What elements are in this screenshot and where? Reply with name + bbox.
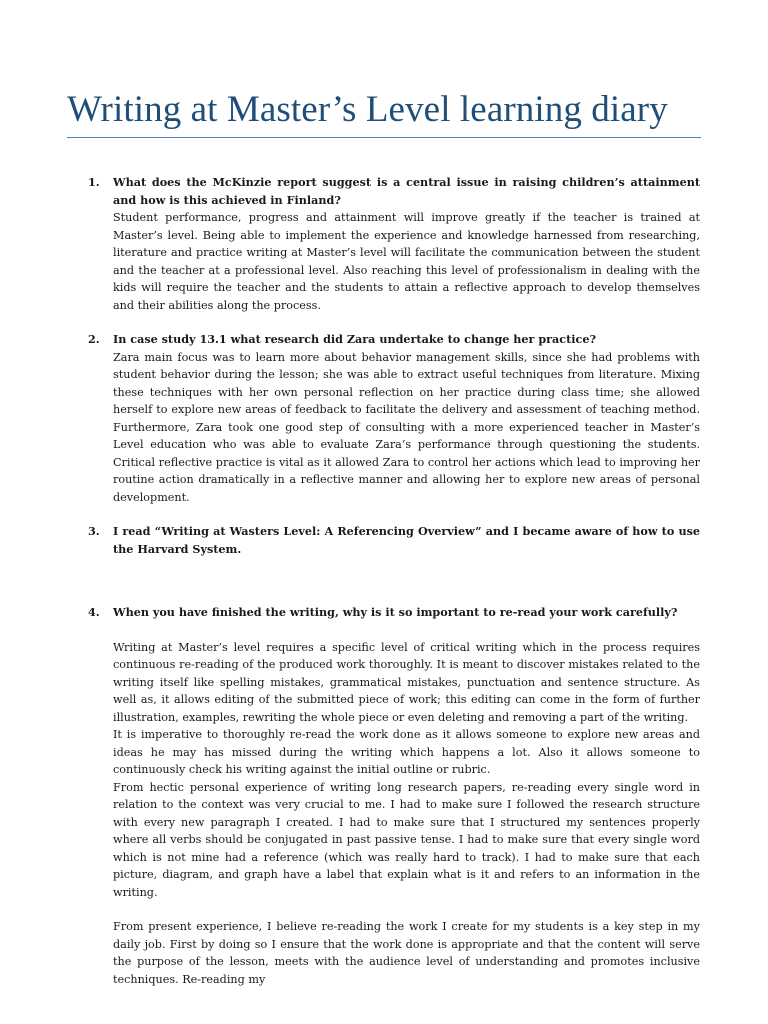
item-answer: Zara main focus was to learn more about behavior management skills, since she had problems with student behavior during the lesson; she was able to extract useful techniques from literature. Mixing these techniques with her own personal reflection on her practice during class time; she allowed herself to explore new areas of feedback to facilitate the delivery and assessment of teaching method. Furthermore, Zara took one good step of consulting with a more experienced teacher in Master’s Level education who was able to evaluate Zara’s performance through questioning the students. Critical reflective practice is vital as it allowed Zara to control her actions which lead to improving her routine action dramatically in a reflective manner and allowing her to explore new areas of personal development. [113, 350, 700, 504]
item-number: 2. [88, 332, 100, 346]
item-question: I read “Writing at Wasters Level: A Referencing Overview” and I became aware of how to use the Harvard System. [113, 524, 700, 556]
item-question: What does the McKinzie report suggest is a central issue in raising children’s attainment and how is this achieved in Finland? [113, 175, 700, 207]
item-paragraph: Writing at Master’s level requires a specific level of critical writing which in the process requires continuous re-reading of the produced work thoroughly. It is meant to discover mistakes related to the writing itself like spelling mistakes, grammatical mistakes, punctuation and sentence structure. As well as, it allows editing of the submitted piece of work; this editing can come in the form of further illustration, examples, rewriting the whole piece or even deleting and removing a part of the writing. [113, 640, 700, 724]
item-paragraph: From present experience, I believe re-reading the work I create for my students is a key step in my daily job. First by doing so I ensure that the work done is appropriate and that the content will serve the purpose of the lesson, meets with the audience level of understanding and promotes inclusive techniques. Re-reading my [113, 920, 700, 986]
title-underline [67, 137, 701, 138]
item-answer: Student performance, progress and attainment will improve greatly if the teacher is trained at Master’s level. Being able to implement the experience and knowledge harnessed from researching, literature and practice writing at Master’s level will facilitate the communication between the student and the teacher at a professional level. Also reaching this level of professionalism in dealing with the kids will require the teacher and the students to attain a reflective approach to develop themselves and their abilities along the process. [113, 211, 700, 312]
item-question: When you have finished the writing, why is it so important to re-read your work carefully? [113, 605, 678, 619]
item-number: 1. [88, 175, 100, 189]
diary-content [88, 174, 700, 988]
diary-item-3 [88, 523, 700, 558]
item-paragraph: It is imperative to thoroughly re-read the work done as it allows someone to explore new areas and ideas he may has missed during the writing which happens a lot. Also it allows someone to continuously check his writing against the initial outline or rubric. [113, 728, 700, 776]
diary-item-4 [88, 604, 700, 988]
diary-item-2 [88, 331, 700, 506]
item-number: 4. [88, 605, 100, 619]
item-paragraph: From hectic personal experience of writing long research papers, re-reading every single word in relation to the context was very crucial to me. I had to make sure I followed the research structure with every new paragraph I created. I had to make sure that I structured my sentences properly where all verbs should be conjugated in past passive tense. I had to make sure that every single word which is not mine had a reference (which was really hard to track). I had to make sure that each picture, diagram, and graph have a label that explain what is it and refers to an information in the writing. [113, 780, 700, 899]
page-title: Writing at Master’s Level learning diary [67, 89, 668, 130]
diary-item-1 [88, 174, 700, 314]
item-question: In case study 13.1 what research did Zara undertake to change her practice? [113, 332, 597, 346]
item-number: 3. [88, 524, 100, 538]
